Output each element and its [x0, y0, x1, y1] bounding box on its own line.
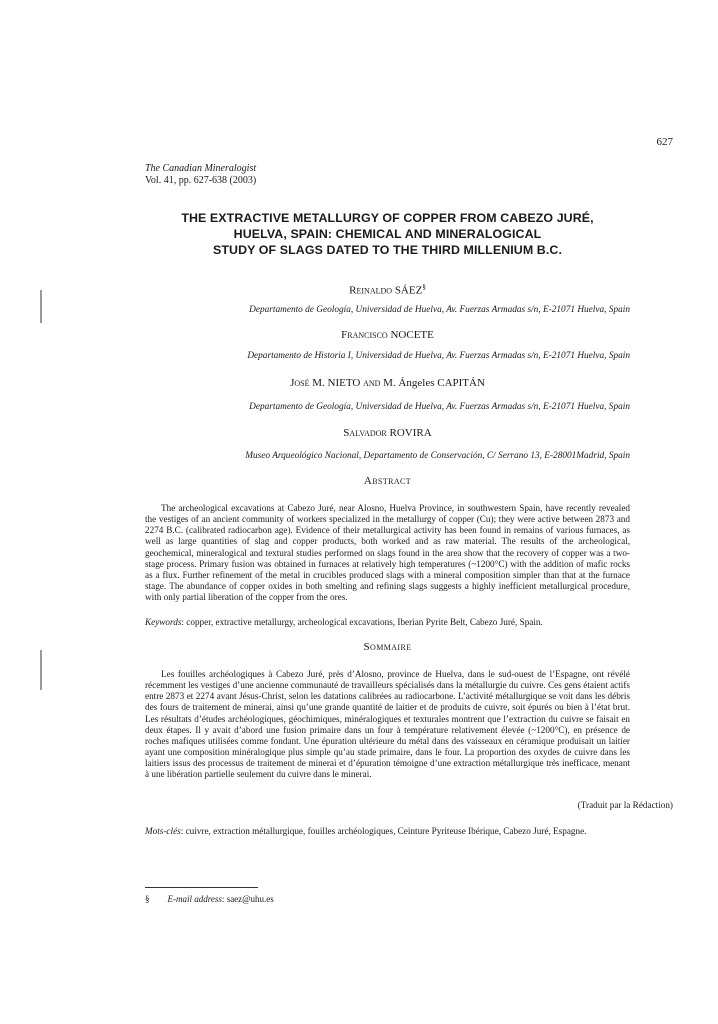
- author-surname: NOCETE: [390, 329, 434, 341]
- author-surname: CAPITÁN: [437, 377, 485, 389]
- mots-cles: Mots-clés: cuivre, extraction métallurgique, fouilles archéologiques, Ceinture Pyriteuse Ibérique, Cabezo Juré, Espagne.: [145, 826, 587, 836]
- footnote-label: E-mail address: [167, 894, 222, 904]
- article-title: [145, 210, 630, 258]
- author-surname: ROVIRA: [389, 427, 432, 439]
- author-given-name: Reinaldo: [349, 284, 393, 297]
- scan-margin-mark: [40, 650, 42, 690]
- title-line: THE EXTRACTIVE METALLURGY OF COPPER FROM CABEZO JURÉ,: [181, 211, 594, 225]
- author-name: [145, 329, 630, 341]
- footnote: § E-mail address: saez@uhu.es: [145, 894, 274, 904]
- author-name: [145, 377, 630, 389]
- footnote-email[interactable]: saez@uhu.es: [226, 894, 274, 904]
- author-given-name: M. Ángeles: [383, 377, 435, 389]
- mots-cles-label: Mots-clés: [145, 826, 181, 836]
- author-name: [145, 283, 630, 297]
- author-footnote-mark: §: [422, 283, 426, 291]
- keywords: Keywords: copper, extractive metallurgy, archeological excavations, Iberian Pyrite Belt, Cabezo Juré, Spain.: [145, 617, 543, 627]
- author-given-name: José: [290, 377, 310, 389]
- footnote-rule: [145, 887, 258, 888]
- title-line: HUELVA, SPAIN: CHEMICAL AND MINERALOGICAL: [233, 227, 542, 241]
- author-surname: M. NIETO: [312, 377, 361, 389]
- scan-margin-mark: [40, 290, 42, 323]
- page-number: 627: [656, 136, 673, 148]
- keywords-label: Keywords: [145, 617, 182, 627]
- sommaire-text: Les fouilles archéologiques à Cabezo Juré, près d’Alosno, province de Huelva, dans le sud-ouest de l’Espagne, ont révélé récemment les vestiges d’une ancienne communauté de travailleurs spécialisés dans la métallurgie du cuivre. Ces gens étaient actifs entre 2873 et 2274 avant Jésus-Christ, selon les datations calibrées au radiocarbone. L’activité métallurgique se voit dans les débris des fours de traitement de minerai, ainsi qu’une grande quantité de laitier et de produits de cuivre, soit épurés ou bien à l’état brut. Les résultats d’études archéologiques, géochimiques, minéralogiques et texturales montrent que l’extraction du cuivre se faisait en deux étapes. Il y avait d’abord une fusion primaire dans un four à température relativement élevée (~1200°C), en présence de roches mafiques utilisées comme fondant. Une épuration ultérieure du métal dans des vaisseaux en céramique produisait un laitier ayant une composition minéralogique plus simple qu’au stade primaire, dans le four. La proportion des oxydes de cuivre dans les laitiers issus des processus de traitement de minerai et d’épuration témoigne d’une extraction métallurgique très inefficace, menant à une libération partielle seulement du cuivre dans le minerai.: [145, 669, 630, 780]
- author-given-name: Francisco: [341, 329, 388, 341]
- title-line: STUDY OF SLAGS DATED TO THE THIRD MILLENIUM B.C.: [213, 243, 562, 257]
- journal-name: The Canadian Mineralogist: [145, 163, 257, 174]
- sommaire-heading: Sommaire: [363, 641, 412, 653]
- author-given-name: Salvador: [343, 427, 387, 439]
- abstract-text: The archeological excavations at Cabezo Juré, near Alosno, Huelva Province, in southwestern Spain, have recently revealed the vestiges of an ancient community of workers specialized in the metallurgy of copper (Cu); they were active between 2873 and 2274 B.C. (calibrated radiocarbon age). Evidence of their metallurgical activity has been found in remains of various furnaces, as well as large quantities of slag and copper products, both worked and as raw material. The results of the archeological, geochemical, mineralogical and textural studies performed on slags found in the area show that the recovery of copper was a two-stage process. Primary fusion was obtained in furnaces at relatively high temperatures (~1200°C) with the addition of mafic rocks as a flux. Further refinement of the metal in crucibles produced slags with a mineral composition simpler than that at the furnace stage. The abundance of copper oxides in both smelting and refining slags suggests a highly inefficient metallurgical procedure, with only partial liberation of the copper from the ores.: [145, 503, 630, 603]
- author-surname: SÁEZ: [394, 284, 423, 297]
- author-affiliation: Departamento de Geología, Universidad de Huelva, Av. Fuerzas Armadas s/n, E-21071 Huelva, Spain: [249, 305, 630, 315]
- keywords-text: copper, extractive metallurgy, archeological excavations, Iberian Pyrite Belt, Cabezo Juré, Spain.: [186, 617, 543, 627]
- footnote-mark: §: [145, 894, 150, 904]
- author-affiliation: Museo Arqueológico Nacional, Departamento de Conservación, C/ Serrano 13, E-28001Madrid, Spain: [245, 451, 630, 461]
- journal-volume: Vol. 41, pp. 627-638 (2003): [145, 175, 257, 186]
- author-name: [145, 427, 630, 439]
- abstract-heading: Abstract: [363, 475, 412, 487]
- translation-credit: (Traduit par la Rédaction): [577, 800, 673, 810]
- author-affiliation: Departamento de Geología, Universidad de Huelva, Av. Fuerzas Armadas s/n, E-21071 Huelva, Spain: [249, 402, 630, 412]
- mots-cles-text: cuivre, extraction métallurgique, fouilles archéologiques, Ceinture Pyriteuse Ibérique, Cabezo Juré, Espagne.: [185, 826, 587, 836]
- journal-citation: [145, 163, 256, 187]
- author-conjunction: and: [363, 377, 381, 389]
- author-affiliation: Departamento de Historia I, Universidad de Huelva, Av. Fuerzas Armadas s/n, E-21071 Huelva, Spain: [247, 351, 630, 361]
